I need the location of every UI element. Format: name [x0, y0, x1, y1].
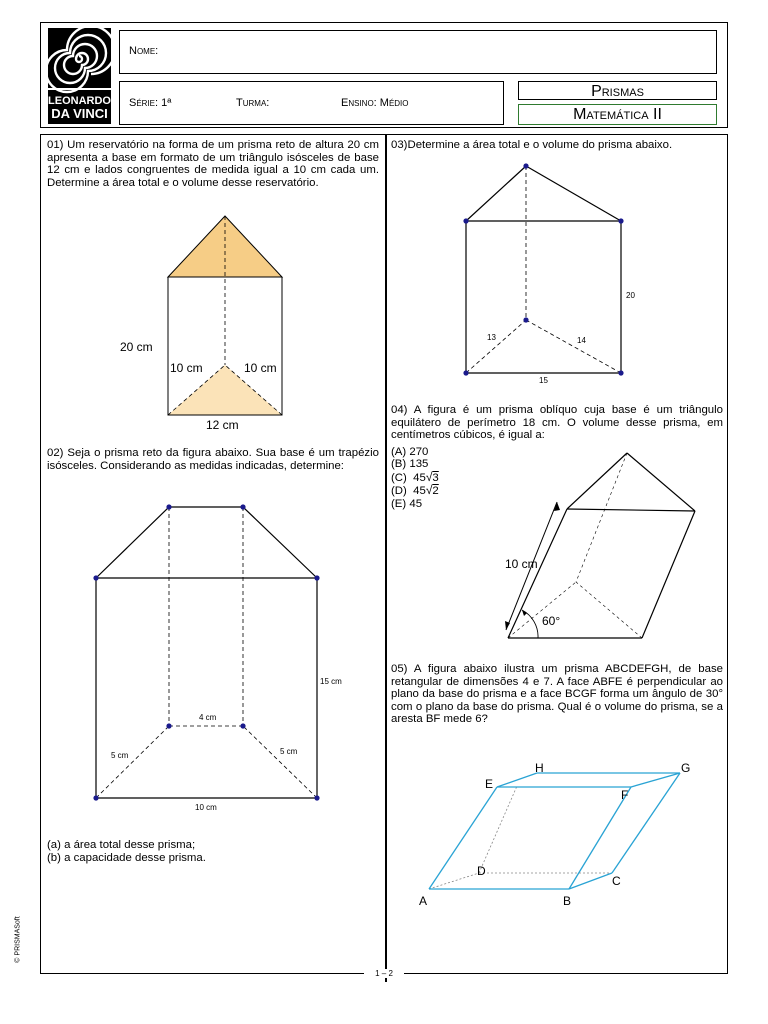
q5-vertex-h: H: [535, 761, 544, 775]
question-3-figure: [450, 160, 650, 390]
q4-option-e[interactable]: (E) 45: [391, 497, 423, 510]
q3-base-label: 15: [539, 376, 548, 385]
question-4-figure: [496, 450, 721, 645]
q1-right-side-label: 10 cm: [244, 361, 277, 375]
topic-title-box: [518, 81, 717, 100]
spiral-logo-icon: [48, 28, 111, 124]
nome-label: Nome:: [129, 45, 159, 57]
logo-line-2: DA VINCI: [51, 106, 108, 121]
question-5-text: 05) A figura abaixo ilustra um prisma ABCDEFGH, de base retangular de dimensões 4 e 7. A face ABFE é perpendicular ao plano da base do prisma e a face BCGF forma um ângulo de 30° com o plano da base do prisma. Qual é o volume do prisma, se a aresta BF mede 6?: [391, 663, 723, 726]
q2-right-label: 5 cm: [280, 747, 298, 756]
turma-label: Turma:: [236, 97, 270, 109]
subject-title: Matemática II: [573, 106, 662, 123]
question-3-text: 03)Determine a área total e o volume do prisma abaixo.: [391, 139, 673, 151]
q3-left-label: 13: [487, 333, 496, 342]
q3-height-label: 20: [626, 291, 635, 300]
q4-option-d[interactable]: (D) 45√2: [391, 483, 439, 498]
column-divider: [385, 134, 387, 982]
question-1-text: 01) Um reservatório na forma de um prisma reto de altura 20 cm apresenta a base em formato de um triângulo isósceles de base 12 cm e lados congruentes de medida igual a 10 cm cada um. Determine a área total e o volume desse reservatório.: [47, 139, 379, 189]
q5-vertex-d: D: [477, 864, 486, 878]
q5-vertex-e: E: [485, 777, 494, 791]
page-number: 1 – 2: [364, 969, 404, 978]
q2-item-a: (a) a área total desse prisma;: [47, 839, 196, 851]
q2-height-label: 15 cm: [320, 677, 342, 686]
q4-angle-label: 60°: [542, 614, 561, 628]
serie-label: Série: 1ª: [129, 97, 172, 109]
q4-option-a[interactable]: (A) 270: [391, 446, 429, 458]
q1-base-label: 12 cm: [206, 418, 239, 430]
question-4-text: 04) A figura é um prisma oblíquo cuja base é um triângulo equilátero de perímetro 18 cm. O volume desse prisma, em centímetros cúbicos, é igual a:: [391, 404, 723, 442]
q5-vertex-c: C: [612, 874, 621, 888]
q5-vertex-f: F: [621, 788, 629, 802]
copyright-note: © PRISMASoft: [14, 916, 22, 963]
q4-option-c[interactable]: (C) 45√3: [391, 469, 439, 484]
q4-edge-label: 10 cm: [505, 557, 538, 571]
q4-option-b[interactable]: (B) 135: [391, 458, 429, 471]
q2-top-label: 4 cm: [199, 713, 217, 722]
q1-height-label: 20 cm: [120, 340, 153, 354]
q4-options: [391, 446, 501, 510]
class-info-field[interactable]: [119, 81, 504, 125]
nome-field[interactable]: [119, 30, 717, 74]
topic-title: Prismas: [591, 83, 644, 100]
question-5-figure: [415, 755, 705, 910]
school-logo: [48, 28, 111, 124]
q2-item-b: (b) a capacidade desse prisma.: [47, 852, 206, 864]
question-1-figure: [110, 210, 360, 430]
q2-left-label: 5 cm: [111, 751, 129, 760]
subject-box: [518, 104, 717, 125]
q1-left-side-label: 10 cm: [170, 361, 203, 375]
q2-base-label: 10 cm: [195, 803, 217, 812]
q5-vertex-a: A: [419, 894, 428, 908]
question-2-figure: [80, 500, 370, 820]
q5-vertex-g: G: [681, 761, 691, 775]
q5-vertex-b: B: [563, 894, 572, 908]
question-2-text: 02) Seja o prisma reto da figura abaixo. Sua base é um trapézio isósceles. Considerando as medidas indicadas, determine:: [47, 447, 379, 472]
q3-right-label: 14: [577, 336, 586, 345]
logo-line-1: LEONARDO: [48, 95, 111, 107]
ensino-label: Ensino: Médio: [341, 97, 409, 109]
